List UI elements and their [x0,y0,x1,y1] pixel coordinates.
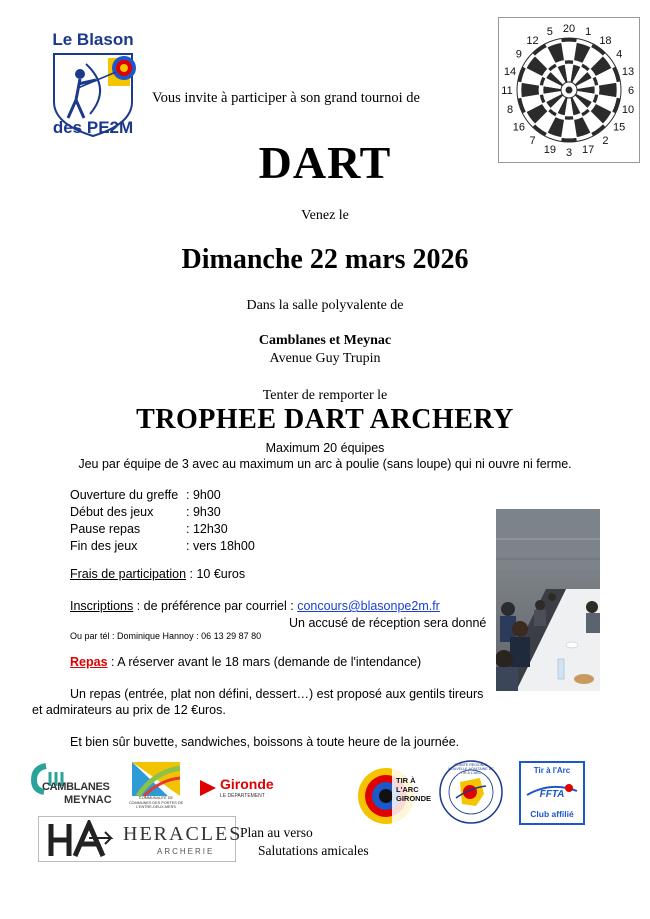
buvette-text: Et bien sûr buvette, sandwiches, boissons à toute heure de la journée. [70,735,460,749]
tir-gironde-text: TIR À L'ARC GIRONDE [396,776,432,803]
dartboard-number: 2 [602,135,609,148]
schedule-value: : vers 18h00 [186,539,255,553]
event-date: Dimanche 22 mars 2026 [181,244,469,275]
salutations-text: Salutations amicales [258,843,369,858]
heracles-sub: ARCHERIE [157,847,215,856]
club-logo [38,28,148,140]
dartboard-number: 3 [565,147,573,159]
jeu-rules: Jeu par équipe de 3 avec au maximum un arc à poulie (sans loupe) qui ni ouvre ni ferme. [78,457,572,471]
dartboard-number: 6 [627,85,635,97]
repas-label: Repas [70,655,108,669]
adresse-text: Avenue Guy Trupin [269,351,381,366]
schedule [70,488,310,558]
ffta-text: FFTA [539,789,565,800]
schedule-label: Ouverture du greffe [70,488,179,502]
dartboard-number: 4 [616,48,623,61]
dartboard-number: 10 [621,104,635,117]
dartboard-number: 7 [529,135,536,148]
frais-line [70,567,245,581]
ffta-club: Club affilié [530,809,574,819]
heracles-text: HERACLES [123,823,243,845]
schedule-label: Fin des jeux [70,539,138,553]
dartboard-segment [595,85,599,94]
dartboard-number: 14 [503,65,517,78]
dartboard-number: 8 [506,104,514,117]
club-logo-line1: Le Blason [52,30,134,49]
dartboard-number: 17 [582,143,595,156]
dartboard-number: 16 [512,121,525,134]
tenter-text: Tenter de remporter le [262,388,388,403]
dartboard-number: 9 [515,48,522,61]
frais-label: Frais de participation [70,567,187,581]
repas-line [70,655,421,669]
schedule-label: Pause repas [70,522,141,536]
dartboard-number: 13 [621,65,635,78]
logo-tir-gironde [356,760,432,830]
camblanes-line1: CAMBLANES [42,781,110,793]
dartboard-number: 12 [526,34,539,47]
camblanes-line2: MEYNAC [64,794,112,806]
dartboard-number: 20 [562,23,576,35]
trophee-title: TROPHEE DART ARCHERY [136,404,514,435]
email-link[interactable]: concours@blasonpe2m.fr [297,599,440,613]
accuse-text: Un accusé de réception sera donné [289,616,487,630]
gironde-sub: LE DÉPARTEMENT [220,793,265,799]
title: DART [258,137,392,188]
logo-heracles [38,816,243,862]
max-teams: Maximum 20 équipes [265,441,385,455]
ffta-top: Tir à l'Arc [533,766,571,775]
inscriptions-text: : de préférence par courriel : [133,599,298,613]
dartboard-segment [564,60,573,64]
salle-text: Dans la salle polyvalente de [246,298,404,313]
schedule-value: : 12h30 [186,522,228,536]
dartboard-number: 1 [585,26,592,39]
tel-text: Ou par tél : Dominique Hannoy : 06 13 29 87 80 [70,631,262,641]
invite-text: Vous invite à participer à son grand tournoi de [152,90,420,106]
repas-text: : A réserver avant le 18 mars (demande de l'intendance) [107,655,422,669]
dartboard-number: 19 [543,143,556,156]
venez-text: Venez le [301,208,349,223]
inscriptions-line [70,599,440,613]
logo-ffta [519,761,585,825]
dartboard-number: 5 [546,26,553,39]
logo-cdc [128,758,184,816]
dartboard-bullseye [566,87,573,94]
comite-text: COMITÉ RÉGIONAL NOUVELLE-AQUITAINE DE TIR À L'ARC [448,763,494,776]
dartboard-number: 15 [613,121,626,134]
frais-value: : 10 €uros [186,567,246,581]
dartboard-number: 18 [599,34,612,47]
logo-camblanes [28,758,118,814]
dartboard-segment [564,116,573,120]
dartboard-number: 11 [501,85,513,97]
club-logo-line2: des PE2M [52,118,134,137]
inscriptions-label: Inscriptions [70,599,134,613]
dartboard-segment [539,85,543,94]
logo-gironde [192,758,276,816]
repas-description: Un repas (entrée, plat non défini, dessert…) est proposé aux gentils tireurs et admirateurs au prix de 12 €uros. [32,687,484,717]
plan-text: Plan au verso [240,825,313,840]
logo-comite-regional [436,758,506,826]
ville-text: Camblanes et Meynac [258,333,392,348]
event-photo [496,509,600,691]
schedule-label: Début des jeux [70,505,154,519]
schedule-value: : 9h30 [186,505,221,519]
cdc-text: COMMUNAUTÉ DE COMMUNES DES PORTES DE L'ENTRE-DEUX-MERS [128,796,184,809]
schedule-value: : 9h00 [186,488,221,502]
gironde-text: Gironde [220,776,274,792]
